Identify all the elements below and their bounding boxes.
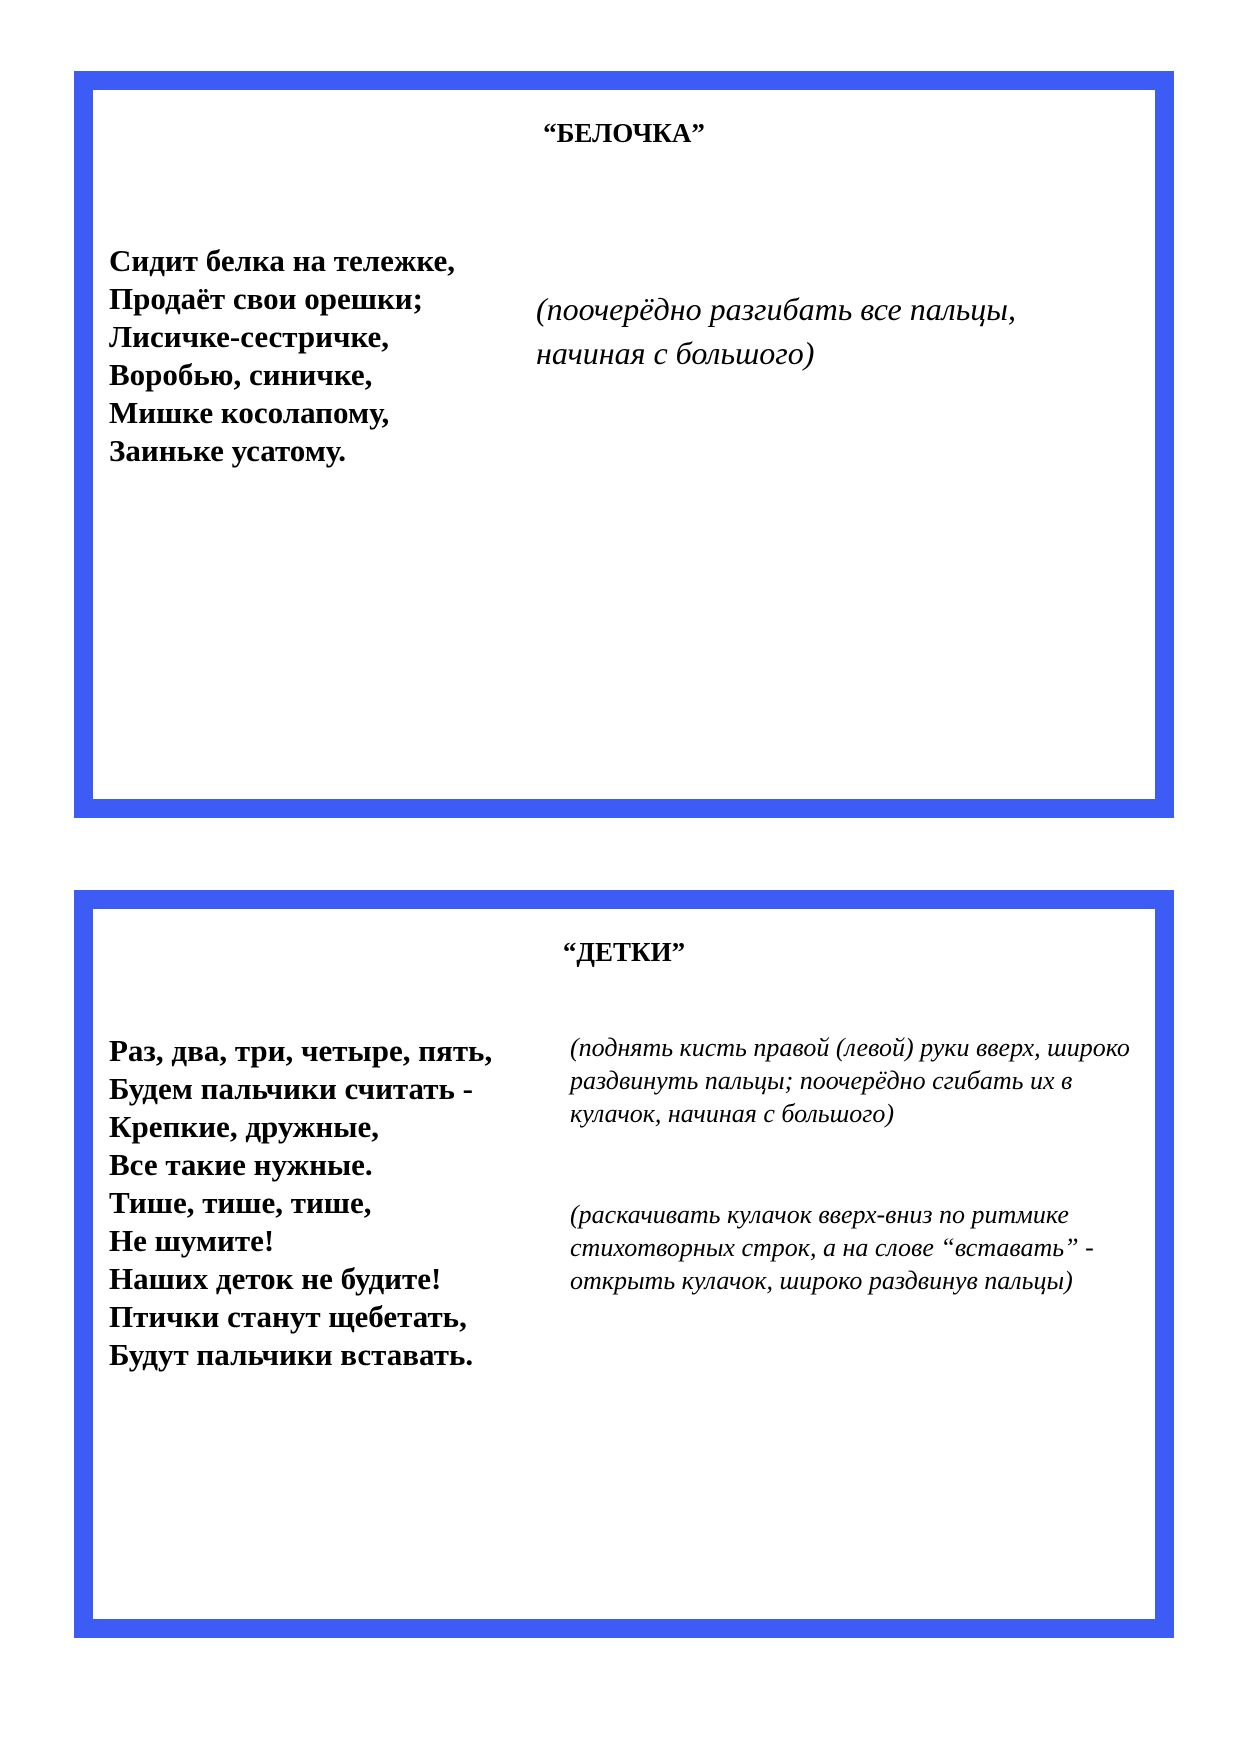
- poem-line: Заиньке усатому.: [109, 433, 346, 468]
- poem-line: Будем пальчики считать -: [109, 1071, 473, 1106]
- poem-line: Лисичке-сестричке,: [109, 319, 390, 354]
- poem-line: Наших деток не будите!: [109, 1261, 442, 1296]
- poem-line: Сидит белка на тележке,: [109, 243, 455, 278]
- poem-text: [109, 1032, 492, 1374]
- poem-line: Продаёт свои орешки;: [109, 281, 423, 316]
- poem-line: Не шумите!: [109, 1223, 275, 1258]
- instruction-note: (поднять кисть правой (левой) руки вверх, широко раздвинуть пальцы; поочерёдно сгибать их в кулачок, начиная с большого): [570, 1033, 1130, 1128]
- poem-line: Раз, два, три, четыре, пять,: [109, 1033, 493, 1068]
- card-title: “ДЕТКИ”: [562, 937, 686, 967]
- instruction-note: (раскачивать кулачок вверх-вниз по ритмике стихотворных строк, а на слове “вставать” - открыть кулачок, широко раздвинув пальцы): [570, 1200, 1094, 1295]
- card-belochka: [74, 71, 1174, 818]
- instruction-note: (поочерёдно разгибать все пальцы, начиная с большого): [536, 291, 1016, 371]
- poem-line: Будут пальчики вставать.: [109, 1337, 474, 1372]
- poem-line: Тише, тише, тише,: [109, 1185, 372, 1220]
- poem-text: [109, 242, 455, 470]
- poem-line: Все такие нужные.: [109, 1147, 373, 1182]
- poem-line: Воробью, синичке,: [109, 357, 373, 392]
- poem-line: Крепкие, дружные,: [109, 1109, 379, 1144]
- poem-line: Птички станут щебетать,: [109, 1299, 467, 1334]
- card-detki: [74, 890, 1174, 1638]
- card-title: “БЕЛОЧКА”: [543, 118, 705, 148]
- poem-line: Мишке косолапому,: [109, 395, 390, 430]
